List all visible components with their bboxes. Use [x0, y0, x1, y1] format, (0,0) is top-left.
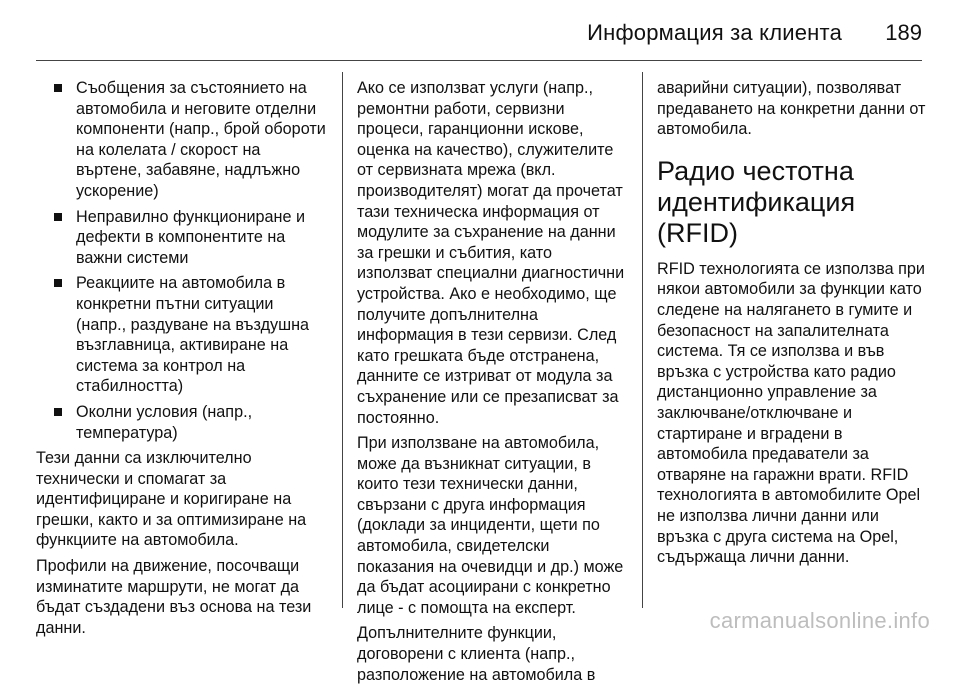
bullet-list	[36, 78, 328, 443]
bullet-text: Околни условия (напр., температура)	[76, 402, 253, 442]
column-divider-1	[342, 72, 343, 608]
column-2	[357, 78, 627, 690]
paragraph: аварийни ситуации), позволяват предаването на конкретни данни от автомобила.	[657, 79, 926, 139]
paragraph: Ако се използват услуги (напр., ремонтни работи, сервизни процеси, гаранционни искове, оценка на качество), служителите от сервизната мрежа (вкл. производителят) могат да прочетат тази техническа информация от модулите за съхранение на данни за грешки и събития, като използват специални диагностични устройства. Ако е необходимо, ще получите допълнителна информация в тези сервизи. След като грешката бъде отстранена, данните се изтриват от модула за съхранение или се презаписват за постоянно.	[357, 79, 625, 427]
section-heading: Радио честотна идентификация (RFID)	[657, 155, 856, 248]
bullet-item	[36, 78, 328, 202]
square-bullet-icon	[54, 279, 62, 287]
paragraph: Тези данни са изключително технически и спомагат за идентифициране и коригиране на грешки, както и за оптимизиране на функциите на автомобила.	[36, 449, 307, 550]
bullet-text: Съобщения за състоянието на автомобила и неговите отделни компоненти (напр., брой обороти на колелата / скорост на въртене, забавяне, надлъжно ускорение)	[76, 79, 326, 200]
watermark: carmanualsonline.info	[709, 608, 930, 633]
paragraph: При използване на автомобила, може да възникнат ситуации, в които тези технически данни, свързани с друга информация (доклади за инциденти, щети по автомобила, свидетелски показания на очевидци и др.) може да бъдат асоциирани с конкретно лице - с помощта на експерт.	[357, 434, 624, 617]
bullet-text: Неправилно функциониране и дефекти в компонентите на важни системи	[76, 207, 306, 267]
page-number: 189	[885, 20, 922, 45]
header-rule	[36, 60, 922, 61]
page-header	[36, 0, 922, 58]
square-bullet-icon	[54, 408, 62, 416]
paragraph: Профили на движение, посочващи изминатите маршрути, не могат да бъдат създадени въз основа на тези данни.	[36, 557, 312, 637]
column-divider-2	[642, 72, 643, 608]
column-3	[657, 78, 927, 573]
square-bullet-icon	[54, 213, 62, 221]
paragraph: RFID технологията се използва при някои автомобили за функции като следене на налягането в гумите и безопасност на запалителната система. Тя се използва и във връзка с устройства като радио дистанционно управление за заключване/отключване и стартиране и вградени в автомобила предаватели за отваряне на гаражни врати. RFID технологията в автомобилите Opel не използва лични данни или връзка с друга система на Opel, съдържаща лични данни.	[657, 259, 925, 567]
square-bullet-icon	[54, 84, 62, 92]
bullet-item	[36, 207, 328, 269]
bullet-item	[36, 273, 328, 397]
paragraph: Допълнителните функции, договорени с клиента (напр., разположение на автомобила в	[357, 624, 596, 684]
bullet-item	[36, 402, 328, 443]
column-1	[36, 78, 328, 643]
page-title: Информация за клиента	[587, 20, 842, 45]
bullet-text: Реакциите на автомобила в конкретни пътни ситуации (напр., раздуване на въздушна възглавница, активиране на система за контрол на стабилността)	[76, 274, 310, 396]
